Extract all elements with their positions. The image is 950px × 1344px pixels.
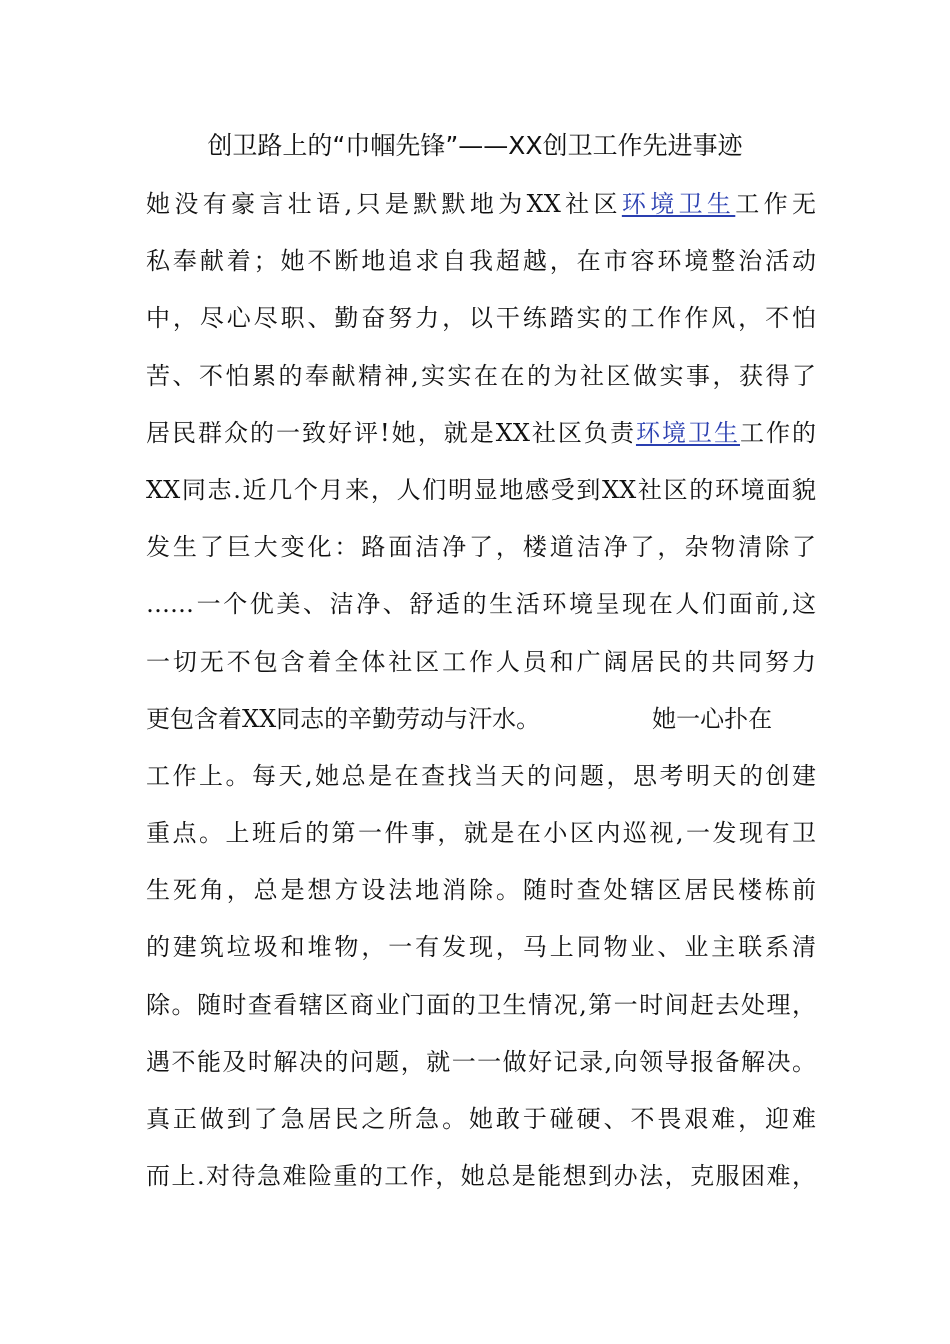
body-line: 私奉献着；她不断地追求自我超越，在市容环境整治活动 [146, 247, 816, 276]
body-line: 的建筑垃圾和堆物，一有发现，马上同物业、业主联系清 [146, 933, 816, 962]
body-line: ……一个优美、洁净、舒适的生活环境呈现在人们面前,这 [146, 590, 816, 619]
body-line: 重点。上班后的第一件事，就是在小区内巡视,一发现有卫 [146, 819, 816, 848]
body-line: 一切无不包含着全体社区工作人员和广阔居民的共同努力 [146, 647, 816, 676]
body-line: 真正做到了急居民之所急。她敢于碰硬、不畏艰难，迎难 [146, 1105, 816, 1133]
link-environmental-sanitation[interactable]: 环境卫生 [635, 418, 740, 447]
body-line: 而上.对待急难险重的工作，她总是能想到办法，克服困难， [146, 1162, 816, 1191]
document-title: 创卫路上的“巾帼先锋”——XX创卫工作先进事迹 [207, 131, 743, 160]
body-line: 除。随时查看辖区商业门面的卫生情况,第一时间赶去处理， [146, 990, 816, 1019]
link-environmental-sanitation[interactable]: 环境卫生 [621, 190, 736, 218]
document-body [146, 176, 816, 1205]
body-line: 遇不能及时解决的问题，就一一做好记录,向领导报备解决。 [146, 1047, 816, 1076]
body-line: 更包含着XX同志的辛勤劳动与汗水。 她一心扑在 [146, 704, 773, 733]
body-line: 她没有豪言壮语,只是默默地为XX社区环境卫生工作无 [146, 190, 817, 218]
body-line: 生死角，总是想方设法地消除。随时查处辖区居民楼栋前 [146, 876, 816, 905]
body-line: XX同志.近几个月来，人们明显地感受到XX社区的环境面貌 [146, 475, 816, 504]
body-line: 发生了巨大变化：路面洁净了，楼道洁净了，杂物清除了 [146, 533, 816, 562]
body-line: 中，尽心尽职、勤奋努力，以干练踏实的工作作风，不怕 [146, 304, 816, 333]
body-line: 居民群众的一致好评!她，就是XX社区负责环境卫生工作的 [146, 418, 816, 447]
body-line: 苦、不怕累的奉献精神,实实在在的为社区做实事，获得了 [146, 361, 816, 390]
body-line: 工作上。每天,她总是在查找当天的问题，思考明天的创建 [146, 761, 816, 790]
